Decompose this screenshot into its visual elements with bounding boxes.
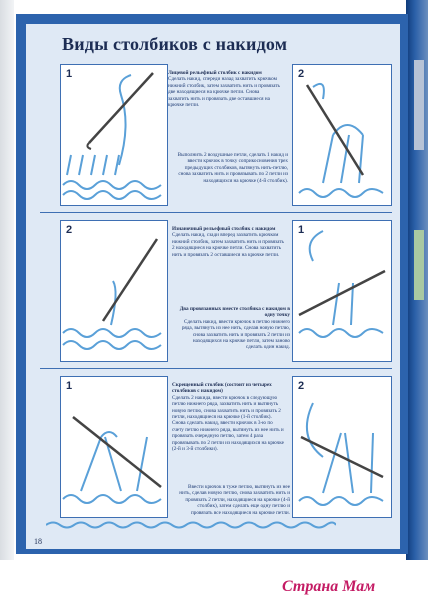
diagram-panel-2 [292, 64, 392, 206]
instruction-body: Сделать 2 накида, ввести крючок в следующую петлю нижнего ряда, захватить нить и вытянуть новую петлю, снова захватить нить и провязать 2 петли, находящиеся на крючке (1-й столбик). Снова сделать накид, ввести крючок в 3-ю по счету петлю нижнего ряда, вытянуть из нее нить и провязать очередную петлю, затем 4 раза провязывать по 2 петли из находящихся на крючке (2-й и 3-й столбики). [172, 394, 284, 453]
crochet-illustration [61, 377, 167, 517]
diagram-panel-3 [60, 220, 168, 362]
crochet-illustration [293, 65, 391, 205]
step-number: 1 [298, 224, 305, 236]
instruction-body: Сделать накид, спереди назад захватить крючком нижний столбик, затем захватить нить и провязать две находящиеся на крючке петли. Снова захватить нить и провязать две оставшиеся на крючке петли. [168, 76, 280, 109]
instruction-body: Ввести крючок в туже петлю, вытянуть из нее нить, сделав новую петлю, снова захватить нить и провязать 2 петли, находящиеся на крючке (4-й столбик), затем сделать еще одну петлю и провязать все находящиеся на крючке петли. [179, 484, 290, 516]
binding-stripe [414, 60, 424, 150]
instruction-text-2 [176, 152, 288, 184]
instruction-heading: Изнаночный рельефный столбик с накидом [172, 226, 276, 232]
crochet-illustration [293, 221, 391, 361]
step-number: 2 [298, 380, 305, 392]
diagram-panel-6 [292, 376, 392, 518]
instruction-text-3 [172, 226, 284, 258]
diagram-panel-4 [292, 220, 392, 362]
instruction-body: Выполнить 2 воздушные петли, сделать 1 накид и ввести крючок в точку соприкосновения трех предыдущих столбиков, вытянуть нить-петлю, снова захватить нить и провязывать по 2 петли из находящихся на крючке (4-й столбик). [177, 152, 288, 184]
instruction-body: Сделать накид, ввести крючок в петлю нижнего ряда, вытянуть из нее нить, сделав новую петлю, снова захватить нить и провязать 2 петли из находящихся на крючке петли, затем заново сделать один накид. [181, 318, 290, 351]
diagram-panel-5 [60, 376, 168, 518]
step-number: 1 [66, 380, 73, 392]
crochet-illustration [61, 221, 167, 361]
divider [40, 212, 392, 213]
diagram-panel-1 [60, 64, 168, 206]
instruction-heading: Лицевой рельефный столбик с накидом [168, 70, 262, 76]
page-number: 18 [34, 537, 42, 546]
page-title: Виды столбиков с накидом [62, 34, 288, 54]
step-number: 1 [66, 68, 73, 80]
instruction-text-5 [172, 382, 284, 452]
instruction-text-6 [178, 484, 290, 516]
step-number: 2 [66, 224, 73, 236]
page-edge [0, 0, 14, 560]
decorative-wave [46, 520, 336, 530]
instruction-text-1 [168, 70, 280, 108]
watermark [282, 578, 375, 596]
step-number: 2 [298, 68, 305, 80]
instruction-text-4 [178, 306, 290, 351]
instruction-heading: Скрещенный столбик (состоит из четырех столбиков с накидом) [172, 382, 272, 395]
crochet-illustration [293, 377, 391, 517]
watermark-text: Страна Мам [282, 578, 376, 595]
instruction-heading: Два провязанных вместе столбика с накидом в одну точку [179, 306, 290, 319]
divider [40, 368, 392, 369]
instruction-body: Сделать накид, сзади вперед захватить крючком нижний столбик, затем захватить нить и провязать 2 находящиеся на крючке петли. Снова захватить нить и провязать 2 оставшиеся на крючке петли. [172, 232, 284, 258]
crochet-illustration [61, 65, 167, 205]
binding-stripe [414, 230, 424, 300]
